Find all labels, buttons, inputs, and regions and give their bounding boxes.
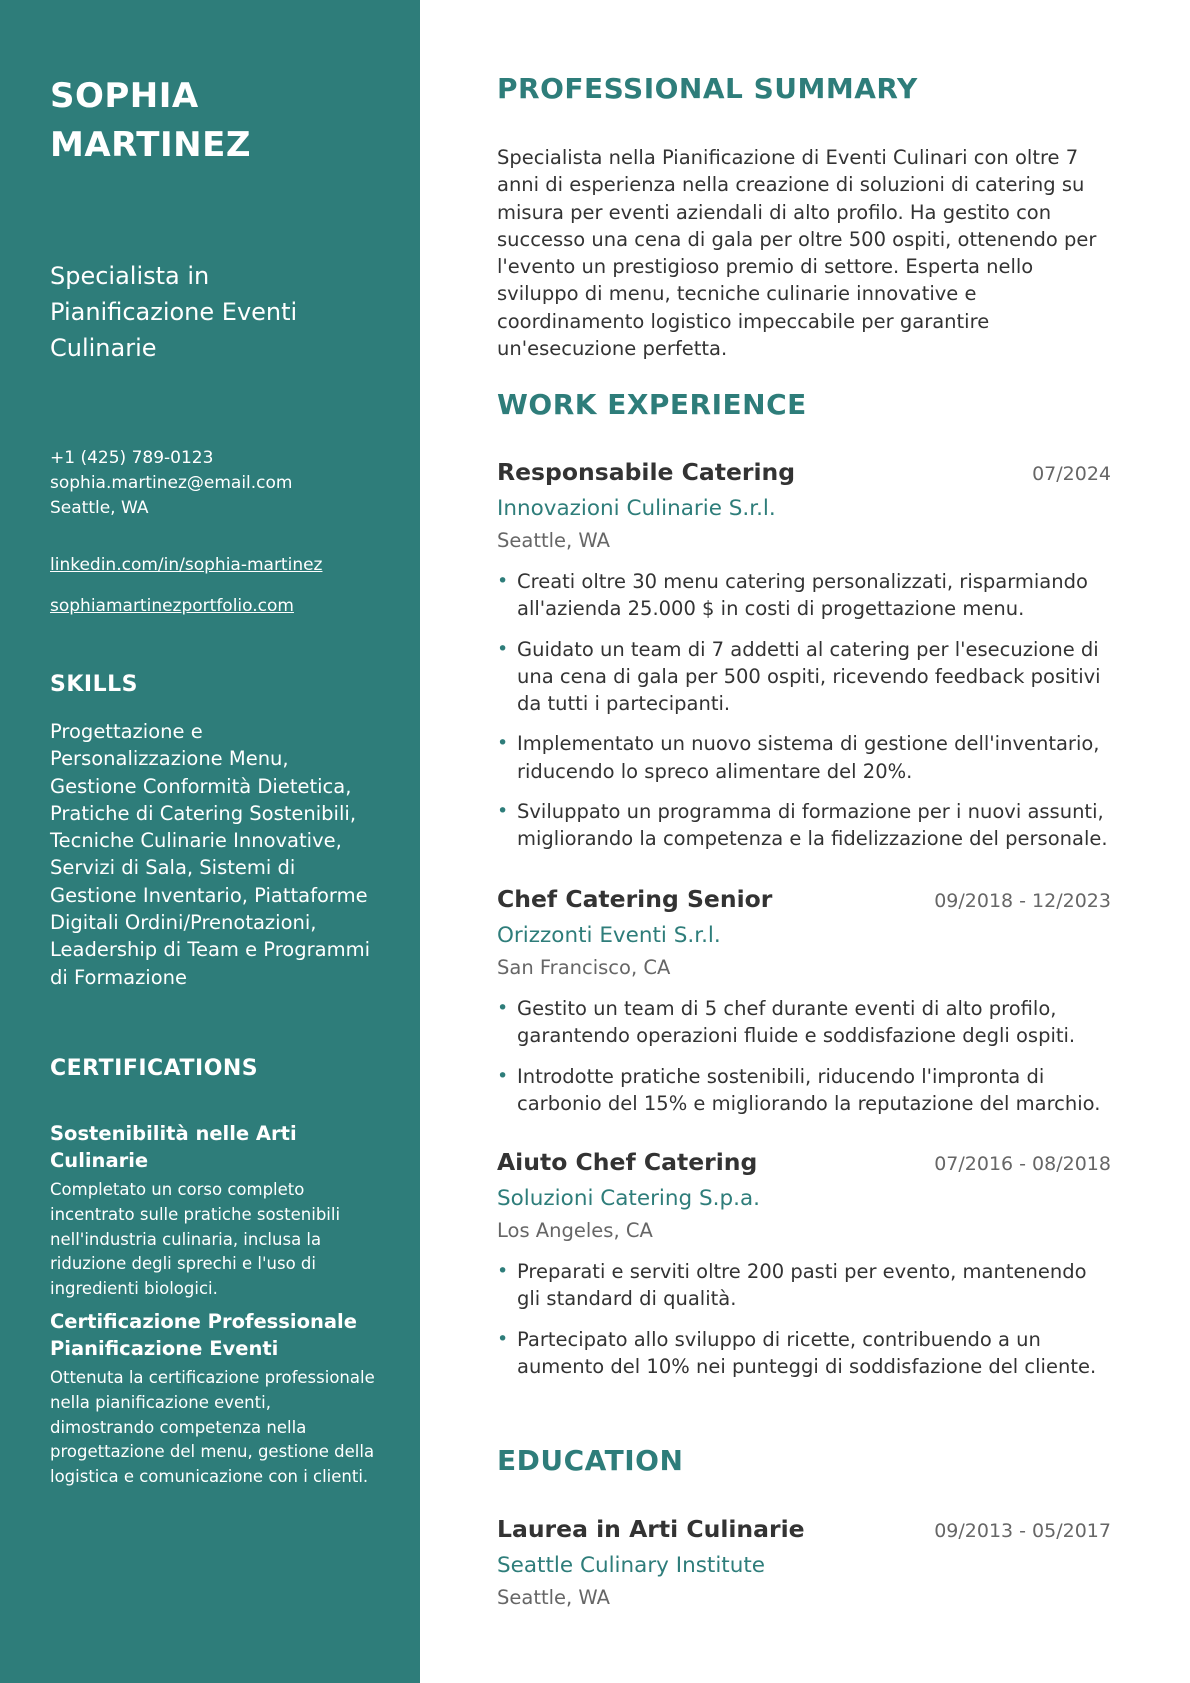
bullet-text: Guidato un team di 7 addetti al catering per l'esecuzione di una cena di gala per 500 ospiti, ricevendo feedback positivi da tutti i partecipanti. (517, 637, 1101, 716)
job-dates: 09/2018 - 12/2023 (934, 890, 1111, 912)
email-address: sophia.martinez@email.com (50, 473, 293, 493)
summary-heading: PROFESSIONAL SUMMARY (497, 72, 918, 105)
company-name: Orizzonti Eventi S.r.l. (497, 923, 721, 948)
bullet-item (497, 1258, 1111, 1313)
job-dates: 07/2016 - 08/2018 (934, 1153, 1111, 1175)
certification-item (50, 1120, 380, 1302)
candidate-name: SOPHIA MARTINEZ (50, 76, 251, 165)
bullet-item (497, 636, 1111, 718)
bullet-icon: • (497, 997, 509, 1019)
certification-title: Sostenibilità nelle Arti Culinarie (50, 1122, 297, 1172)
sidebar (0, 0, 420, 1683)
main-content (497, 0, 1111, 1683)
job-title: Specialista in Pianificazione Eventi Culinarie (50, 262, 298, 362)
job-location: Seattle, WA (497, 529, 610, 552)
bullet-text: Gestito un team di 5 chef durante eventi di alto profilo, garantendo operazioni fluide e soddisfazione degli ospiti. (517, 997, 1076, 1048)
bullet-icon: • (497, 1260, 509, 1282)
certification-description: Completato un corso completo incentrato sulle pratiche sostenibili nell'industria culinaria, inclusa la riduzione degli sprechi e l'uso di ingredienti biologici. (50, 1180, 341, 1299)
bullet-text: Creati oltre 30 menu catering personalizzati, risparmiando all'azienda 25.000 $ in costi di progettazione menu. (517, 570, 1088, 621)
job-entry (497, 458, 1111, 866)
company-name: Soluzioni Catering S.p.a. (497, 1186, 760, 1211)
job-title: Chef Catering Senior (497, 885, 773, 913)
degree-title: Laurea in Arti Culinarie (497, 1515, 805, 1543)
skills-list: Progettazione e Personalizzazione Menu, Gestione Conformità Dietetica, Pratiche di Catering Sostenibili, Tecniche Culinarie Innovative, Servizi di Sala, Sistemi di Gestione Inventario, Piattaforme Digitali Ordini/Prenotazioni, Leadership di Team e Programmi di Formazione (50, 720, 370, 989)
job-bullets (497, 568, 1111, 853)
certification-description: Ottenuta la certificazione professionale nella pianificazione eventi, dimostrando competenza nella progettazione del menu, gestione della logistica e comunicazione con i clienti. (50, 1368, 375, 1487)
company-name: Innovazioni Culinarie S.r.l. (497, 496, 776, 521)
linkedin-link[interactable]: linkedin.com/in/sophia-martinez (50, 555, 323, 575)
bullet-item (497, 1326, 1111, 1381)
phone-number: +1 (425) 789-0123 (50, 448, 214, 468)
certifications-heading: CERTIFICATIONS (50, 1056, 259, 1081)
bullet-icon: • (497, 570, 509, 592)
job-title: Responsabile Catering (497, 458, 796, 486)
job-entry (497, 1148, 1111, 1393)
job-location: San Francisco, CA (497, 956, 671, 979)
bullet-text: Sviluppato un programma di formazione per i nuovi assunti, migliorando la competenza e la fidelizzazione del personale. (517, 800, 1108, 851)
job-location: Los Angeles, CA (497, 1219, 653, 1242)
education-heading: EDUCATION (497, 1444, 684, 1477)
job-entry (497, 885, 1111, 1130)
certification-title: Certificazione Professionale Pianificazione Eventi (50, 1310, 357, 1360)
skills-heading: SKILLS (50, 672, 138, 697)
education-entry (497, 1515, 1111, 1613)
bullet-item (497, 798, 1111, 853)
job-bullets (497, 1258, 1111, 1380)
experience-heading: WORK EXPERIENCE (497, 388, 807, 421)
job-bullets (497, 995, 1111, 1117)
bullet-icon: • (497, 800, 509, 823)
bullet-icon: • (497, 1064, 509, 1087)
job-dates: 07/2024 (1032, 463, 1111, 485)
education-dates: 09/2013 - 05/2017 (934, 1520, 1111, 1542)
bullet-icon: • (497, 637, 509, 660)
bullet-text: Partecipato allo sviluppo di ricette, contribuendo a un aumento del 10% nei punteggi di soddisfazione del cliente. (517, 1327, 1097, 1378)
bullet-item (497, 568, 1111, 623)
bullet-text: Preparati e serviti oltre 200 pasti per evento, mantenendo gli standard di qualità. (517, 1260, 1087, 1311)
bullet-text: Implementato un nuovo sistema di gestione dell'inventario, riducendo lo spreco alimentare del 20%. (517, 732, 1100, 783)
school-name: Seattle Culinary Institute (497, 1553, 766, 1578)
summary-text: Specialista nella Pianificazione di Eventi Culinari con oltre 7 anni di esperienza nella creazione di soluzioni di catering su misura per eventi aziendali di alto profilo. Ha gestito con successo una cena di gala per oltre 500 ospiti, ottenendo per l'evento un prestigioso premio di settore. Esperta nello sviluppo di menu, tecniche culinarie innovative e coordinamento logistico impeccabile per garantire un'esecuzione perfetta. (497, 146, 1097, 361)
education-location: Seattle, WA (497, 1586, 610, 1609)
bullet-item (497, 1063, 1111, 1118)
portfolio-link[interactable]: sophiamartinezportfolio.com (50, 596, 294, 616)
location: Seattle, WA (50, 498, 149, 518)
certification-item (50, 1308, 380, 1490)
bullet-icon: • (497, 732, 509, 755)
bullet-text: Introdotte pratiche sostenibili, riducendo l'impronta di carbonio del 15% e migliorando la reputazione del marchio. (517, 1064, 1101, 1115)
job-title: Aiuto Chef Catering (497, 1148, 758, 1176)
bullet-item (497, 995, 1111, 1050)
contact-info (50, 446, 390, 521)
bullet-item (497, 730, 1111, 785)
bullet-icon: • (497, 1327, 509, 1350)
